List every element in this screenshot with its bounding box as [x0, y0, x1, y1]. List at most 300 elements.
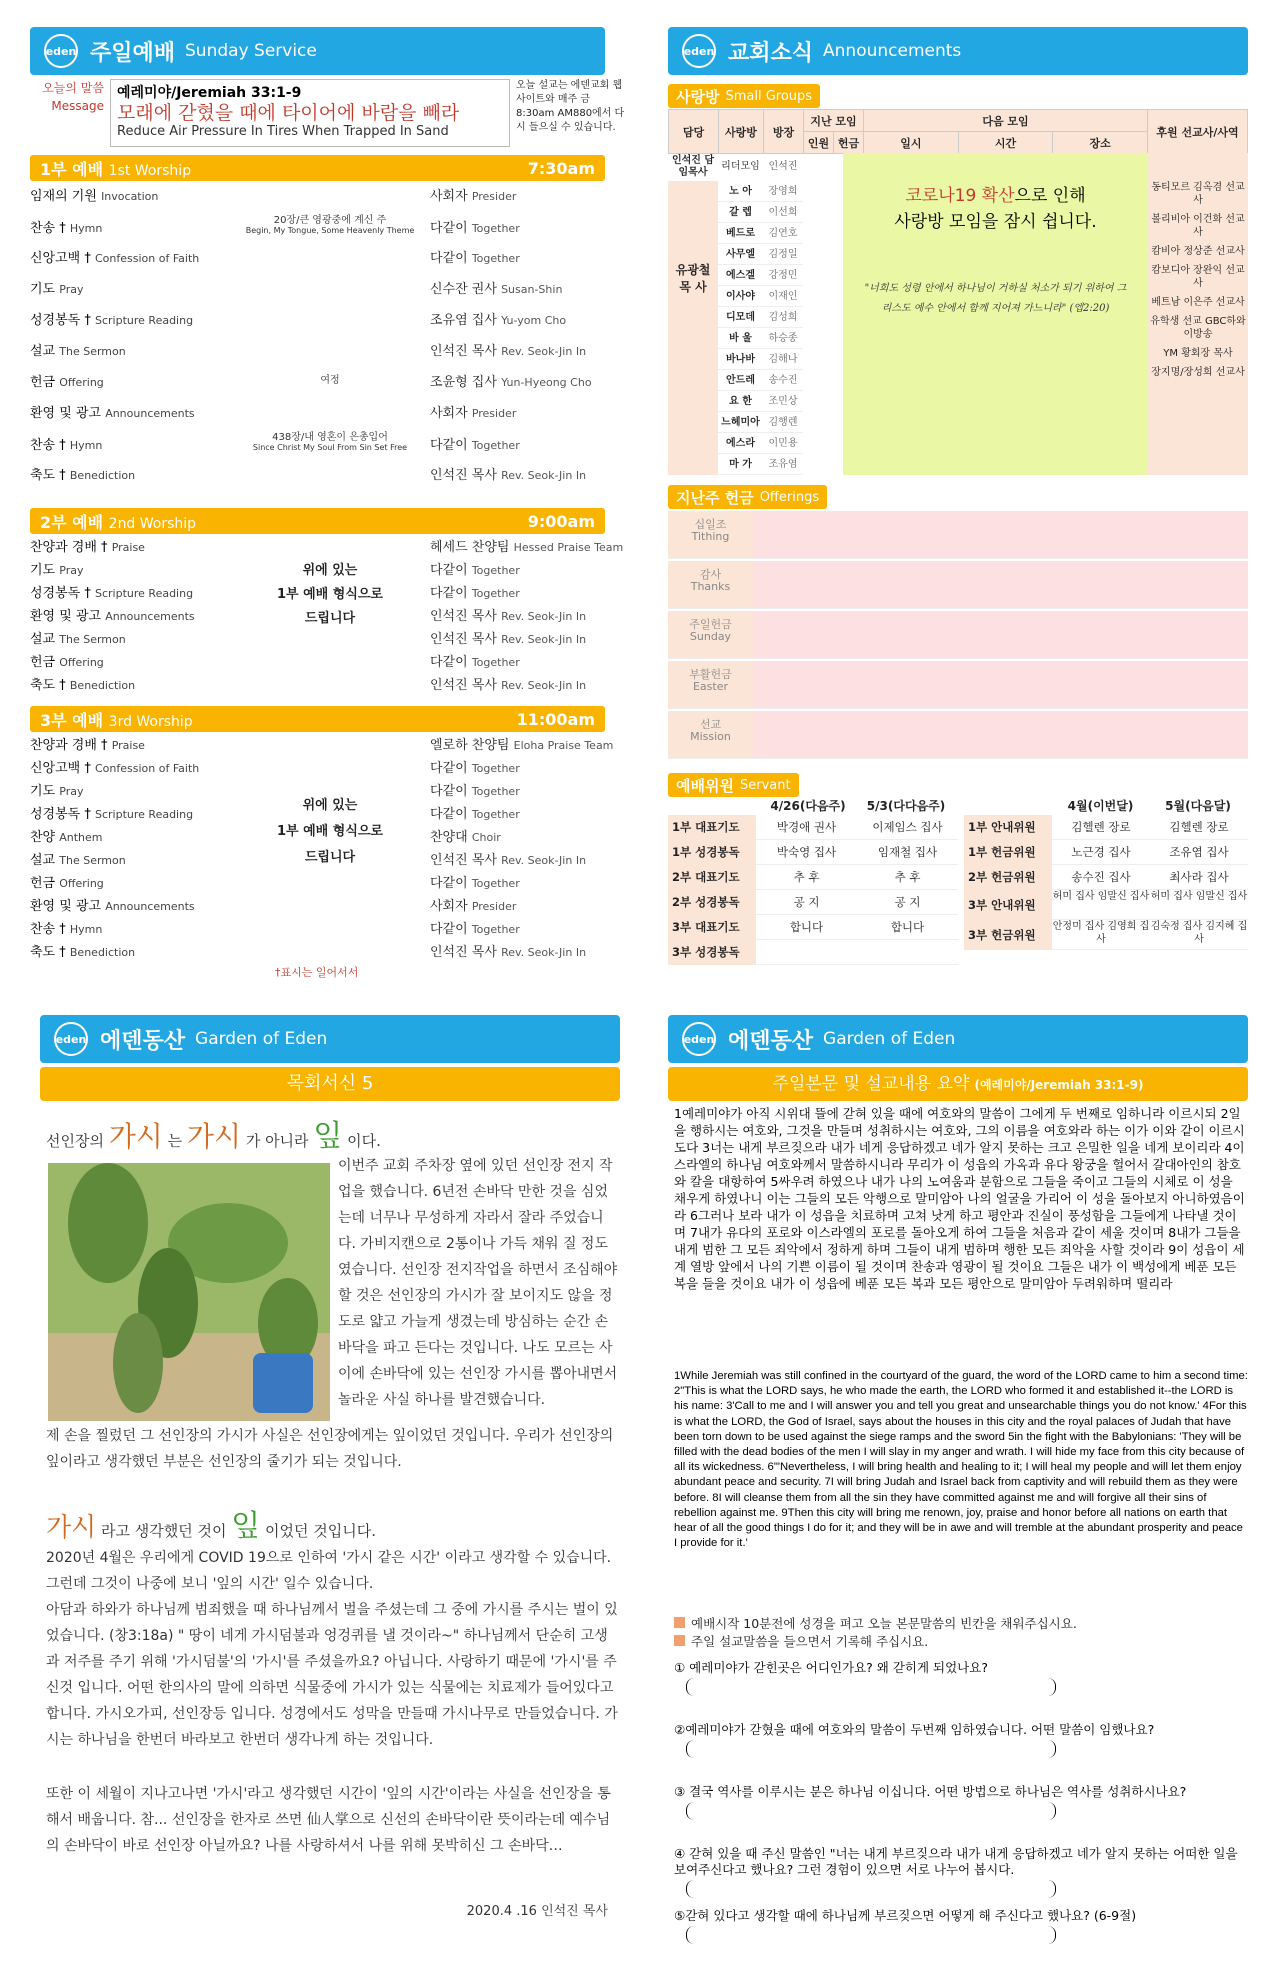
worship-row	[30, 309, 650, 328]
person-en: Together	[471, 438, 520, 452]
order-item	[30, 582, 230, 601]
order-detail	[230, 433, 430, 453]
order-ko: 찬양과 경배 †	[30, 738, 112, 753]
cactus-photo	[48, 1163, 330, 1421]
offering-ko: 선교	[699, 718, 722, 731]
garden-left-panel	[40, 1015, 620, 1965]
person-ko: 다같이	[430, 437, 472, 453]
order-item	[30, 605, 230, 624]
servant-role: 2부 성경봉독	[668, 890, 756, 915]
offering-row	[668, 711, 1248, 759]
person-en: Together	[471, 656, 520, 669]
person-ko: 다같이	[430, 563, 472, 578]
order-ko: 찬양과 경배 †	[30, 540, 112, 555]
order-person	[430, 734, 650, 753]
person-en: Rev. Seok-Jin In	[501, 946, 587, 959]
hymn-title: 438장/내 영혼이 은총입어	[272, 432, 388, 443]
order-ko: 기도	[30, 282, 60, 297]
person-ko: 인석진 목사	[430, 344, 502, 359]
person-en: Hessed Praise Team	[513, 541, 624, 554]
order-item	[30, 872, 230, 891]
order-en: Pray	[59, 283, 84, 296]
order-item	[30, 895, 230, 914]
order-en: Confession of Faith	[95, 762, 200, 775]
essay-p2-box	[46, 1423, 620, 1475]
room-name: 요 한	[729, 396, 752, 407]
worship-row	[30, 674, 650, 693]
room-name: 에스라	[726, 438, 755, 449]
servant-name: 허미 집사 임말신 집사	[1052, 890, 1150, 920]
missionary-item: 볼리비아 이건화 선교사	[1151, 214, 1245, 238]
small-groups-table: 담당 사랑방 방장 지난 모임 다음 모임 후원 선교사/사역 인원 헌금 일시 시간 장소	[668, 109, 1248, 154]
order-person	[430, 309, 650, 328]
servant-name: 임재철 집사	[857, 840, 958, 865]
worship3-same-note: 위에 있는 1부 예배 형식으로 드립니다	[276, 798, 383, 865]
announcements-panel	[668, 27, 1248, 987]
person-ko: 찬양대	[430, 830, 472, 845]
servant-row	[964, 840, 1248, 865]
order-person	[430, 651, 650, 670]
groups-body	[668, 153, 1248, 475]
offering-en: Thanks	[690, 580, 731, 593]
order-item	[30, 918, 230, 937]
servant-name: 조유염 집사	[1150, 840, 1248, 865]
worship2-same-note: 위에 있는 1부 예배 형식으로 드립니다	[276, 563, 383, 626]
order-person	[430, 628, 650, 647]
worship3-bar: 3부 예배 3rd Worship 11:00am	[30, 706, 605, 732]
person-ko: 다같이	[430, 220, 472, 236]
room-host: 김성희	[768, 312, 798, 323]
order-item	[30, 941, 230, 960]
english-passage: 1While Jeremiah was still confined in the courtyard of the guard, the word of the LORD came to him a second time: 2"This is what the LORD says, he who made the earth, the LORD who formed it and established it--the LORD is his name: 3'Call to me and I will answer you and tell you great and unsearchable things you do not know.' 4For this is what the LORD, the God of Israel, says about the houses in this city and the royal palaces of Judah that have been torn down to be used against the siege ramps and the sword 5in the fight with the Babylonians: 'They will be filled with the dead bodies of the men I will slay in my anger and wrath. I will hide my face from this city because of all its wickedness. 6"'Nevertheless, I will bring health and healing to it; I will heal my people and will let them enjoy abundant peace and security. 7I will bring Judah and Israel back from captivity and will rebuild them as they were before. 8I will cleanse them from all the sin they have committed against me and will forgive all their sins of rebellion against me. 9Then this city will bring me renown, joy, praise and honor before all nations on earth that hear of all the good things I do for it; and they will be in awe and will tremble at the abundant prosperity and peace I provide for it.'	[674, 1370, 1248, 1550]
servant-role: 2부 헌금위원	[964, 865, 1052, 890]
question-item	[674, 1722, 1248, 1758]
worship-row	[30, 433, 650, 453]
worship-row	[30, 402, 650, 421]
order-en: Announcements	[105, 610, 195, 623]
order-en: Offering	[59, 376, 104, 389]
essay-p3: 2020년 4월은 우리에게 COVID 19으로 인하여 '가시 같은 시간' 이라고 생각할 수 있습니다. 그런데 그것이 나중에 보니 '잎의 시간' 일수 있습니다.	[46, 1550, 612, 1592]
room-host: 이재인	[768, 291, 798, 302]
order-ko: 헌금	[30, 375, 60, 390]
person-en: Presider	[471, 190, 517, 203]
order-item	[30, 559, 230, 578]
order-en: Hymn	[69, 923, 103, 936]
garden-right-header: eden 에덴동산 Garden of Eden	[668, 1015, 1248, 1063]
worship-row	[30, 185, 650, 204]
order-en: Hymn	[69, 221, 103, 235]
order-item	[30, 628, 230, 647]
order-person	[430, 464, 650, 483]
person-ko: 다같이	[430, 784, 472, 799]
person-ko: 다같이	[430, 876, 472, 891]
order-en: Scripture Reading	[95, 808, 194, 821]
order-person	[430, 402, 650, 421]
offering-amount	[753, 661, 1248, 708]
srv-head-0426: 4/26(다음주)	[770, 799, 846, 813]
person-en: Susan-Shin	[501, 283, 563, 296]
servant-name: 합니다	[756, 915, 857, 940]
room-row	[718, 307, 803, 328]
order-en: The Sermon	[59, 854, 126, 867]
room-row	[718, 223, 803, 244]
room-name: 바 울	[729, 333, 752, 344]
room-name: 갈 렙	[729, 207, 752, 218]
order-item	[30, 309, 230, 328]
answer-blank[interactable]	[686, 1678, 1056, 1696]
room-name: 안드레	[726, 375, 755, 386]
offering-ko: 감사	[699, 568, 722, 581]
room-row	[718, 286, 803, 307]
order-item	[30, 464, 230, 483]
offerings-table	[668, 511, 1248, 759]
order-item	[30, 371, 230, 390]
missionary-item: 베트남 이은주 선교사	[1151, 297, 1245, 308]
garden-left-header: eden 에덴동산 Garden of Eden	[40, 1015, 620, 1063]
person-en: Presider	[471, 407, 517, 420]
eden-logo-icon: eden	[54, 1022, 88, 1056]
order-ko: 축도 †	[30, 678, 70, 693]
room-name: 디모데	[726, 312, 755, 323]
order-item	[30, 434, 230, 453]
worship-row	[30, 536, 650, 555]
servant-role: 3부 안내위원	[964, 890, 1052, 920]
order-ko: 찬송 †	[30, 437, 70, 453]
person-ko: 인석진 목사	[430, 945, 502, 960]
order-en: Pray	[59, 564, 84, 577]
servant-role: 3부 성경봉독	[668, 940, 756, 965]
question-text: ① 예레미야가 갇힌곳은 어디인가요? 왜 갇히게 되었나요?	[674, 1660, 988, 1675]
room-host: 이민용	[768, 438, 798, 449]
servant-name	[857, 940, 958, 965]
order-item	[30, 780, 230, 799]
servant-row	[964, 920, 1248, 950]
person-ko: 다같이	[430, 761, 472, 776]
person-en: Together	[471, 564, 520, 577]
room-host: 조유염	[768, 459, 798, 470]
worship2-bar: 2부 예배 2nd Worship 9:00am	[30, 508, 605, 534]
offering-ko: 주일헌금	[689, 618, 732, 631]
missionary-item: 장지명/장성희 선교사	[1151, 367, 1245, 378]
order-detail	[230, 216, 430, 236]
room-row	[718, 202, 803, 223]
order-person	[430, 780, 650, 799]
person-en: Yun-Hyeong Cho	[501, 376, 592, 389]
worship-row	[30, 757, 650, 776]
person-ko: 다같이	[430, 922, 472, 937]
servant-name: 안정미 집사 김영희 집사	[1052, 920, 1150, 950]
order-ko: 성경봉독 †	[30, 807, 95, 822]
answer-blank[interactable]	[686, 1802, 1056, 1820]
offering-label	[668, 511, 753, 558]
small-groups-title: 사랑방 Small Groups	[668, 84, 820, 108]
offering-en: Tithing	[691, 530, 730, 543]
message-note: 오늘 설교는 에덴교회 웹사이트와 매주 금 8:30am AM880에서 다시 들으실 수 있습니다.	[516, 80, 625, 133]
hymn-title: 20장/큰 영광중에 계신 주	[273, 215, 387, 226]
order-item	[30, 247, 230, 266]
worship-row	[30, 340, 650, 359]
servant-row	[964, 865, 1248, 890]
order-en: Confession of Faith	[95, 252, 200, 265]
note1: 예배시작 10분전에 성경을 펴고 오늘 본문말씀의 빈칸을 채워주십시요.	[674, 1615, 1248, 1633]
order-ko: 성경봉독 †	[30, 586, 95, 601]
eden-logo-icon: eden	[44, 34, 78, 68]
message-box	[30, 79, 630, 147]
notes-box	[674, 1615, 1248, 1651]
room-row	[718, 412, 803, 433]
order-person	[430, 536, 650, 555]
servant-name: 공 지	[857, 890, 958, 915]
question-item	[674, 1908, 1248, 1944]
worship-row	[30, 247, 650, 266]
summary-bar: 주일본문 및 설교내용 요약 (예레미야/Jeremiah 33:1-9)	[668, 1067, 1248, 1101]
person-ko: 사회자	[430, 189, 472, 204]
room-name: 느헤미아	[721, 417, 760, 428]
order-person	[430, 895, 650, 914]
person-ko: 다같이	[430, 586, 472, 601]
servant-title: 예배위원 Servant	[668, 773, 799, 797]
order-en: Announcements	[105, 407, 195, 420]
order-en: The Sermon	[59, 345, 126, 358]
order-item	[30, 278, 230, 297]
essay-p1: 이번주 교회 주차장 옆에 있던 선인장 전지 작업을 했습니다. 6년전 손바닥 만한 것을 심었는데 너무나 무성하게 자라서 잘라 주었습니다. 가비지캔으로 2통이나 가득 채워 질 정도였습니다. 선인장 전지작업을 하면서 조심해야 할 것은 선인장의 가시가 잘 보이지도 않을 정도로 얇고 가늘게 생겼는데 방심하는 순간 손바닥을 파고 든다는 것입니다. 나도 모르는 사이에 손바닥에 있는 선인장 가시를 뽑아내면서 놀라운 사실 하나를 발견했습니다.	[338, 1158, 618, 1408]
person-ko: 인석진 목사	[430, 632, 502, 647]
sunday-title: 주일예배	[90, 40, 176, 66]
essay-p5: 또한 이 세월이 지나고나면 '가시'라고 생각했던 시간이 '잎의 시간'이라는 사실을 선인장을 통해서 배웁니다. 참... 선인장을 한자로 쓰면 仙人掌으로 신선의 손바닥이란 뜻이라는데 예수님의 손바닥이 바로 선인장 아닐까요? 나를 사랑하셔서 나를 위해 못박히신 그 손바닥…	[46, 1786, 611, 1854]
hymn-en: Begin, My Tongue, Some Heavenly Theme	[245, 226, 415, 235]
person-en: Rev. Seok-Jin In	[501, 610, 587, 623]
hymn-title: 여정	[320, 374, 340, 386]
order-en: Praise	[111, 541, 145, 554]
room-row	[718, 433, 803, 454]
order-detail	[230, 376, 430, 386]
worship-row	[30, 895, 650, 914]
person-en: Together	[471, 762, 520, 775]
servant-row	[668, 915, 958, 940]
person-en: Together	[471, 587, 520, 600]
person-en: Rev. Seok-Jin In	[501, 854, 587, 867]
order-item	[30, 826, 230, 845]
worship3-time: 11:00am	[516, 709, 595, 729]
room-row	[718, 265, 803, 286]
worship2-time: 9:00am	[527, 511, 595, 531]
order-item	[30, 340, 230, 359]
missionary-item: 동티모르 김옥겸 선교사	[1151, 182, 1245, 206]
note2: 주일 설교말씀을 들으면서 기록해 주십시요.	[674, 1633, 1248, 1651]
order-person	[430, 918, 650, 937]
person-en: Eloha Praise Team	[513, 739, 614, 752]
offering-label	[668, 561, 753, 608]
order-en: Benediction	[69, 469, 136, 482]
order-person	[430, 371, 650, 390]
person-ko: 다같이	[430, 655, 472, 670]
sunday-title-en: Sunday Service	[185, 41, 317, 61]
order-en: Announcements	[105, 900, 195, 913]
order-ko: 임재의 기원	[30, 189, 102, 204]
worship-row	[30, 464, 650, 483]
servant-name: 김헬렌 장로	[1150, 815, 1248, 840]
answer-blank[interactable]	[686, 1926, 1056, 1944]
room-host: 하승종	[768, 333, 798, 344]
person-en: Choir	[471, 831, 501, 844]
offering-amount	[753, 611, 1248, 658]
order-item	[30, 402, 230, 421]
order-en: Scripture Reading	[95, 587, 194, 600]
room-host: 김행렌	[768, 417, 798, 428]
order-person	[430, 217, 650, 236]
person-ko: 헤세드 찬양팀	[430, 540, 514, 555]
bullet-square-icon	[674, 1617, 685, 1628]
order-item	[30, 757, 230, 776]
person-en: Presider	[471, 900, 517, 913]
room-row	[718, 370, 803, 391]
offerings-title: 지난주 헌금 Offerings	[668, 485, 827, 509]
servant-row	[964, 815, 1248, 840]
room-name: 마 가	[729, 459, 752, 470]
answer-blank[interactable]	[686, 1880, 1056, 1898]
servant-role: 3부 헌금위원	[964, 920, 1052, 950]
offering-amount	[753, 711, 1248, 758]
order-person	[430, 582, 650, 601]
person-en: Together	[471, 877, 520, 890]
order-ko: 성경봉독 †	[30, 313, 95, 328]
order-ko: 헌금	[30, 876, 60, 891]
order-ko: 축도 †	[30, 468, 70, 483]
worship-row	[30, 371, 650, 390]
order-item	[30, 651, 230, 670]
eden-logo-icon: eden	[682, 34, 716, 68]
room-host: 강정민	[768, 270, 798, 281]
room-host: 이선희	[768, 207, 798, 218]
worship1-list	[30, 185, 650, 505]
order-ko: 환영 및 광고	[30, 609, 106, 624]
servant-role: 1부 대표기도	[668, 815, 756, 840]
hymn-en: Since Christ My Soul From Sin Set Free	[252, 443, 408, 452]
sermon-title: 모래에 갇혔을 때에 타이어에 바람을 빼라	[117, 102, 460, 124]
servant-name: 공 지	[756, 890, 857, 915]
room-name: 바나바	[726, 354, 755, 365]
order-en: Benediction	[69, 679, 136, 692]
verse-text: "너희도 성령 안에서 하나님이 거하실 처소가 되기 위하여 그리스도 예수 안에서 함께 지어져 가느니라" (엡2:20)	[864, 283, 1127, 314]
question-item	[674, 1846, 1248, 1898]
person-en: Together	[471, 221, 520, 235]
servant-row	[668, 840, 958, 865]
worship-row	[30, 216, 650, 236]
person-ko: 다같이	[430, 251, 472, 266]
room-name: 이사야	[726, 291, 755, 302]
srv-head-may: 5월(다음달)	[1165, 799, 1231, 813]
offering-row	[668, 511, 1248, 559]
person-en: Rev. Seok-Jin In	[501, 345, 587, 358]
order-ko: 찬양	[30, 830, 60, 845]
servant-name: 박경애 권사	[756, 815, 857, 840]
worship1-time: 7:30am	[527, 158, 595, 178]
order-en: Pray	[59, 785, 84, 798]
order-ko: 기도	[30, 563, 60, 578]
room-row	[718, 391, 803, 412]
order-ko: 신앙고백 †	[30, 251, 95, 266]
order-ko: 찬송 †	[30, 220, 70, 236]
order-ko: 기도	[30, 784, 60, 799]
servant-row	[668, 890, 958, 915]
korean-passage: 1예레미야가 아직 시위대 뜰에 갇혀 있을 때에 여호와의 말씀이 그에게 두 번째로 임하니라 이르시되 2일을 행하시는 여호와, 그것을 만들며 성취하시는 여호와, 그의 이름을 여호와라 하는 이가 이와 같이 이르시도다 3너는 내게 부르짖으라 내가 네게 응답하겠고 네가 알지 못하는 크고 은밀한 일을 네게 보이리라 4이스라엘의 하나님 여호와께서 말씀하시니라 무리가 이 성읍의 가옥과 유다 왕궁을 헐어서 갈대아인의 참호와 칼을 대항하여 5싸우려 하였으나 내가 나의 노여움과 분함으로 그들을 죽이고 그들의 시체로 이 성을 채우게 하였나니 이는 그들의 모든 악행으로 말미암아 나의 얼굴을 가리어 이 성을 돌아보지 아니하였음이라 6그러나 보라 내가 이 성읍을 치료하며 고쳐 낫게 하고 평안과 진실이 풍성함을 그들에게 나타낼 것이며 7내가 유다의 포로와 이스라엘의 포로를 돌아오게 하여 그들을 처음과 같이 세울 것이며 8내가 그들을 내게 범한 그 모든 죄악에서 정하게 하며 그들이 내게 범하며 행한 모든 죄악을 사할 것이라 9이 성읍이 세계 열방 앞에서 나의 기쁜 이름이 될 것이며 찬송과 영광이 될 것이요 그들은 내가 이 백성에게 베푼 모든 복을 들을 것이요 내가 이 성읍에 베푼 모든 복과 모든 평안으로 말미암아 두려워하며 떨리라	[674, 1106, 1245, 1291]
room-host: 장영희	[768, 186, 798, 197]
order-ko: 설교	[30, 344, 60, 359]
standing-footnote: †표시는 일어서서	[275, 966, 359, 979]
message-ref: 예레미야/Jeremiah 33:1-9	[117, 85, 302, 101]
servant-role: 2부 대표기도	[668, 865, 756, 890]
order-en: Invocation	[101, 190, 159, 203]
room-host: 김해나	[768, 354, 798, 365]
order-ko: 신앙고백 †	[30, 761, 95, 776]
order-ko: 찬송 †	[30, 922, 70, 937]
order-person	[430, 434, 650, 453]
order-item	[30, 734, 230, 753]
order-ko: 축도 †	[30, 945, 70, 960]
order-ko: 환영 및 광고	[30, 406, 106, 421]
question-text: ②예레미야가 갇혔을 때에 여호와의 말씀이 두번째 임하였습니다. 어떤 말씀이 임했나요?	[674, 1722, 1155, 1737]
servant-role: 3부 대표기도	[668, 915, 756, 940]
letter-bar: 목회서신 5	[40, 1067, 620, 1101]
essay-headline: 선인장의 가시 는 가시 가 아니라 잎 이다.	[46, 1119, 381, 1154]
servant-row	[668, 815, 958, 840]
person-ko: 신수잔 권사	[430, 282, 502, 297]
order-item	[30, 803, 230, 822]
question-text: ④ 갇혀 있을 때 주신 말씀인 "너는 내게 부르짖으라 내가 내게 응답하겠고 네가 알지 못하는 어떠한 일을 보여주신다고 했나요? 그런 경험이 있으면 서로 나누어 봅시다.	[674, 1846, 1238, 1877]
servant-row	[668, 865, 958, 890]
person-ko: 인석진 목사	[430, 678, 502, 693]
order-en: Offering	[59, 877, 104, 890]
person-en: Together	[471, 923, 520, 936]
essay-p2: 제 손을 찔렀던 그 선인장의 가시가 사실은 선인장에게는 잎이었던 것입니다. 우리가 선인장의 잎이라고 생각했던 부분은 선인장의 줄기가 되는 것입니다.	[46, 1428, 614, 1470]
srv-head-0503: 5/3(다다음주)	[866, 799, 946, 813]
essay-body	[46, 1545, 620, 1859]
order-person	[430, 247, 650, 266]
room-name: 에스겔	[726, 270, 755, 281]
missionary-list	[1148, 153, 1248, 475]
room-host: 조민상	[768, 396, 798, 407]
garden-right-panel	[668, 1015, 1253, 1965]
servant-name: 박숙영 집사	[756, 840, 857, 865]
servant-name: 추 후	[756, 865, 857, 890]
person-ko: 다같이	[430, 807, 472, 822]
missionary-item: YM 황회장 목사	[1163, 348, 1233, 359]
rooms-list	[718, 181, 803, 475]
order-item	[30, 849, 230, 868]
leader-top: 인석진 담임목사	[671, 155, 715, 178]
offering-row	[668, 611, 1248, 659]
order-person	[430, 757, 650, 776]
servant-name: 송수진 집사	[1052, 865, 1150, 890]
room-name: 베드로	[726, 228, 755, 239]
eden-logo-icon: eden	[682, 1022, 716, 1056]
missionary-item: 캄보디아 장완익 선교사	[1151, 265, 1245, 289]
room-name: 노 아	[729, 186, 752, 197]
answer-blank[interactable]	[686, 1740, 1056, 1758]
servant-role: 1부 안내위원	[964, 815, 1052, 840]
person-ko: 인석진 목사	[430, 609, 502, 624]
person-en: Yu-yom Cho	[501, 314, 567, 327]
person-ko: 조윤형 집사	[430, 375, 502, 390]
sunday-service-panel	[30, 27, 625, 987]
servant-name: 합니다	[857, 915, 958, 940]
essay-p1-box	[338, 1153, 620, 1413]
order-person	[430, 941, 650, 960]
offering-en: Sunday	[689, 630, 732, 643]
order-person	[430, 559, 650, 578]
order-person	[430, 803, 650, 822]
offering-amount	[753, 511, 1248, 558]
